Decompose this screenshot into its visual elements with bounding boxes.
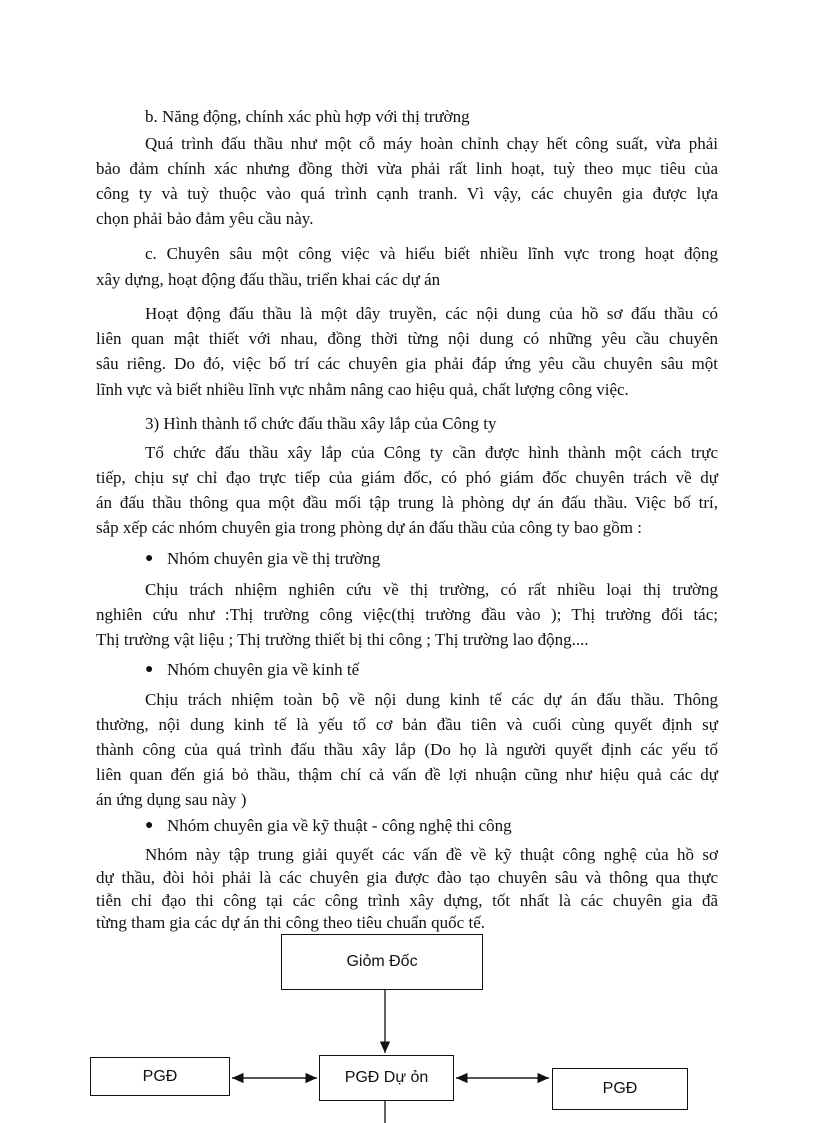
paragraph-line: sắp xếp các nhóm chuyên gia trong phòng dự án đấu thầu của công ty bao gồm : <box>96 518 642 537</box>
bullet-item: Nhóm chuyên gia về kỹ thuật - công nghệ thi công <box>167 816 512 835</box>
paragraph-line: thành công của quá trình đấu thầu xây lắp (Do họ là người quyết định các yếu tố <box>96 740 718 759</box>
bullet-icon: ● <box>145 818 154 833</box>
chart-box-label: Giỏm Đốc <box>346 953 418 970</box>
paragraph-line: án ứng dụng sau này ) <box>96 790 247 809</box>
bullet-item: Nhóm chuyên gia về kinh tế <box>167 660 360 679</box>
paragraph-line: bảo đảm chính xác nhưng đồng thời vừa phải rất linh hoạt, tuỳ theo mục tiêu của <box>96 159 718 178</box>
chart-box-pgd-left <box>90 1057 230 1096</box>
heading-b: b. Năng động, chính xác phù hợp với thị trường <box>145 107 470 126</box>
paragraph-line: Chịu trách nhiệm nghiên cứu về thị trường, có rất nhiều loại thị trường <box>145 580 718 599</box>
paragraph-line: nghiên cứu như :Thị trường công việc(thị trường đầu vào ); Thị trường đối tác; <box>96 605 718 624</box>
heading-c-cont: xây dựng, hoạt động đấu thầu, triển khai các dự án <box>96 270 441 289</box>
paragraph-line: chọn phải bảo đảm yêu cầu này. <box>96 209 314 228</box>
chart-box-label: PGĐ Dự ỏn <box>344 1069 429 1086</box>
chart-box-pgd-right <box>552 1068 688 1110</box>
paragraph-line: Hoạt động đấu thầu là một dây truyền, các nội dung của hồ sơ đấu thầu có <box>145 304 718 323</box>
paragraph-line: Chịu trách nhiệm toàn bộ về nội dung kinh tế các dự án đấu thầu. Thông <box>145 690 718 709</box>
paragraph-line: lĩnh vực và biết nhiều lĩnh vực nhằm nâng cao hiệu quả, chất lượng công việc. <box>96 380 629 399</box>
chart-box-label: PGĐ <box>602 1080 638 1097</box>
paragraph-line: liên quan đến giá bỏ thầu, thậm chí cả vấn đề lợi nhuận cũng như hiệu quả các dự <box>96 765 718 784</box>
paragraph-line: tiễn chỉ đạo thi công tại các công trình xây dựng, tốt nhất là các chuyên gia đã <box>96 891 718 910</box>
paragraph-line: tiếp, chịu sự chỉ đạo trực tiếp của giám đốc, có phó giám đốc chuyên trách về dự <box>96 468 718 487</box>
paragraph-line: sâu riêng. Do đó, việc bố trí các chuyên gia phải đáp ứng yêu cầu chuyên sâu một <box>96 354 718 373</box>
paragraph-line: dự thầu, đòi hỏi phải là các chuyên gia được đào tạo chuyên sâu và thông qua thực <box>96 868 718 887</box>
bullet-icon: ● <box>145 551 154 566</box>
paragraph-line: án đấu thầu thông qua một đầu mối tập trung là phòng dự án đấu thầu. Việc bố trí, <box>96 493 718 512</box>
paragraph-line: Quá trình đấu thầu như một cỗ máy hoàn chỉnh chạy hết công suất, vừa phải <box>145 134 718 153</box>
paragraph-line: Tổ chức đấu thầu xây lắp của Công ty cần được hình thành một cách trực <box>145 443 718 462</box>
paragraph-line: thường, nội dung kinh tế là yếu tố cơ bản đầu tiên và cuối cùng quyết định sự <box>96 715 718 734</box>
paragraph-line: công ty và tuỳ thuộc vào quá trình cạnh tranh. Vì vậy, các chuyên gia được lựa <box>96 184 718 203</box>
paragraph-line: liên quan mật thiết với nhau, đồng thời từng nội dung có những yêu cầu chuyên <box>96 329 718 348</box>
paragraph-line: Thị trường vật liệu ; Thị trường thiết bị thi công ; Thị trường lao động.... <box>96 630 589 649</box>
paragraph-line: Nhóm này tập trung giải quyết các vấn đề về kỹ thuật công nghệ của hồ sơ <box>145 845 718 864</box>
heading-3: 3) Hình thành tổ chức đấu thầu xây lắp của Công ty <box>145 414 497 433</box>
bullet-icon: ● <box>145 662 154 677</box>
paragraph-line: từng tham gia các dự án thi công theo tiêu chuẩn quốc tế. <box>96 913 485 932</box>
chart-box-label: PGĐ <box>142 1067 178 1085</box>
chart-box-pgd-project <box>319 1055 454 1101</box>
heading-c: c. Chuyên sâu một công việc và hiểu biết nhiều lĩnh vực trong hoạt động <box>145 244 718 263</box>
bullet-item: Nhóm chuyên gia về thị trường <box>167 549 381 568</box>
chart-box-director <box>281 934 483 990</box>
